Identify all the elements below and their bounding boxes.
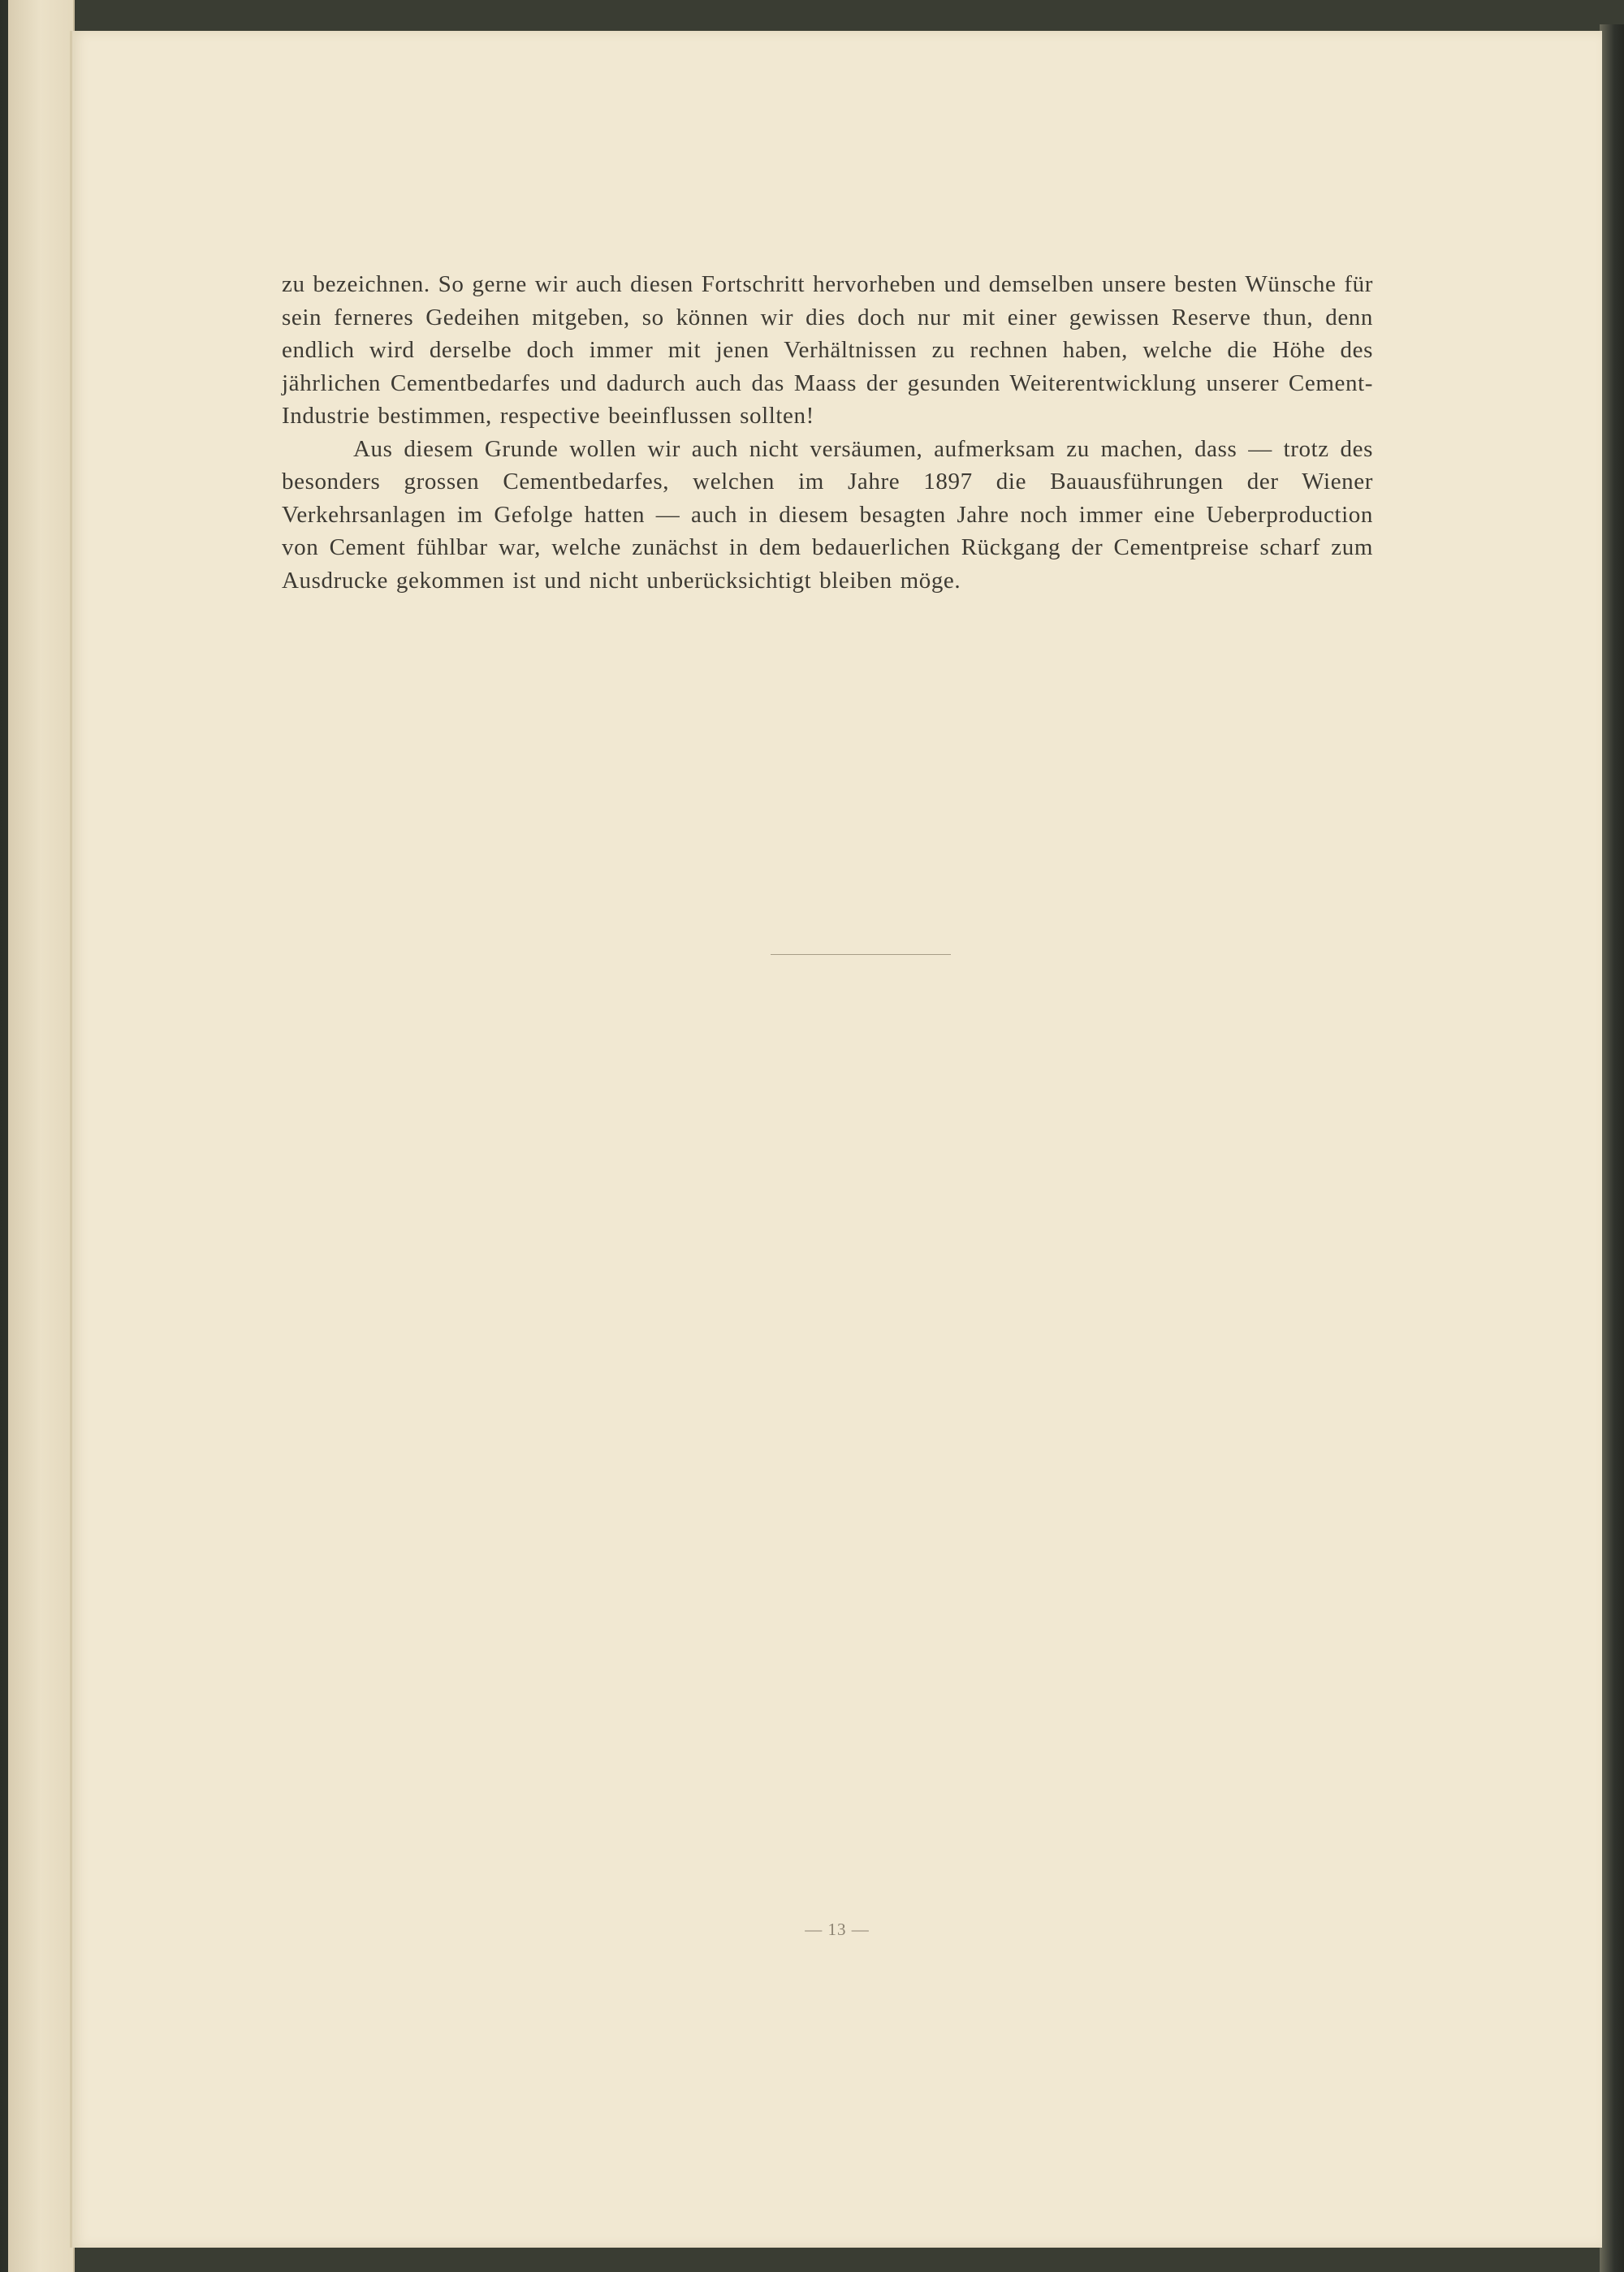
section-separator-rule: [771, 954, 951, 955]
paragraph-2: Aus diesem Grunde wollen wir auch nicht versäumen, aufmerksam zu machen, dass — trotz des besonders grossen Cementbedarfes, welchen im Jahre 1897 die Bauausführungen der Wiener Verkehrsanlagen im Gefolge hatten — auch in diesem besagten Jahre noch immer eine Ueberproduction von Cement fühlbar war, welche zunächst in dem bedauerlichen Rückgang der Cementpreise scharf zum Ausdrucke gekommen ist und nicht unberücksichtigt bleiben möge.: [282, 435, 1373, 594]
body-text: [282, 268, 1373, 597]
book-cover-edge: [1600, 24, 1624, 2272]
paragraph-1: zu bezeichnen. So gerne wir auch diesen Fortschritt hervorheben und demselben unsere besten Wünsche für sein ferneres Gedeihen mitgeben, so können wir dies doch nur mit einer gewissen Reserve thun, denn endlich wird derselbe doch immer mit jenen Verhältnissen zu rechnen haben, welche die Höhe des jährlichen Cementbedarfes und dadurch auch das Maass der gesunden Weiterentwicklung unserer Cement-Industrie bestimmen, respective beeinflussen sollten!: [282, 271, 1373, 429]
page-number: — 13 —: [805, 1920, 870, 1939]
previous-leaf-edge: [8, 0, 75, 2272]
document-page: [70, 31, 1602, 2248]
